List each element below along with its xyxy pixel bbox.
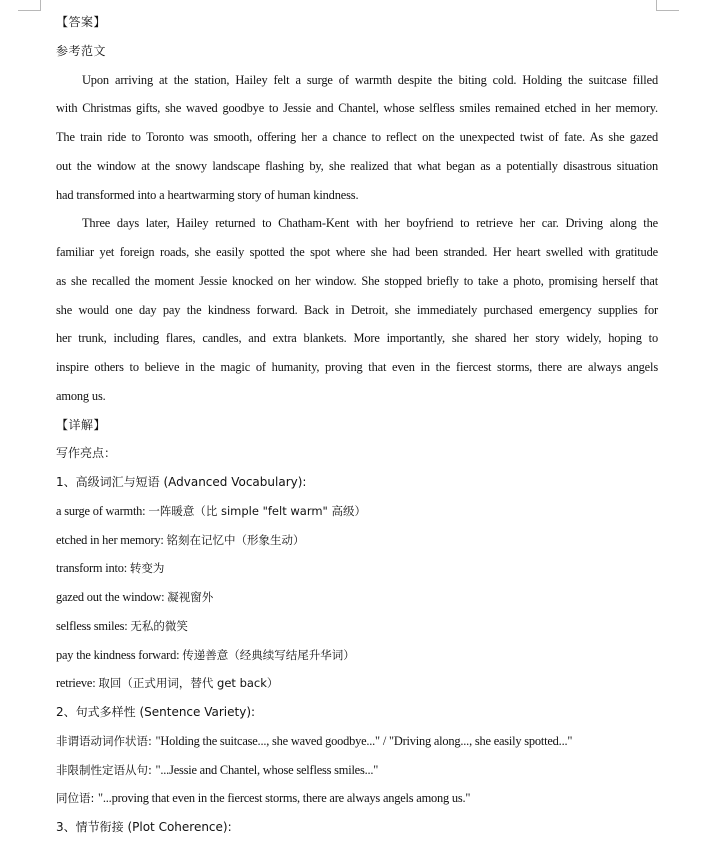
page-corner-mark-right (656, 0, 679, 11)
document-content (56, 8, 658, 842)
paragraph-2-line-4: she would one day pay the kindness forward. Back in Detroit, she immediately purchased emergency supplies for (56, 302, 658, 317)
vocab-term: selfless smiles: (56, 618, 131, 633)
section-2-heading: 2、句式多样性 (Sentence Variety): (56, 705, 256, 719)
vocab-item (56, 497, 658, 526)
vocab-note: 转变为 (129, 561, 165, 576)
vocab-term: retrieve: (56, 676, 99, 691)
vocab-item (56, 641, 658, 670)
paragraph-2-line-3: as she recalled the moment Jessie knocked on her window. She stopped briefly to take a photo, promising herself that (56, 273, 658, 288)
syntax-label: 同位语: (56, 791, 99, 806)
paragraph-1-line-5: had transformed into a heartwarming story of human kindness. (56, 187, 359, 202)
vocab-note: 一阵暖意（比 simple "felt warm" 高级） (148, 503, 366, 518)
sample-essay-heading: 参考范文 (56, 43, 107, 58)
paragraph-2-line-6: inspire others to believe in the magic of humanity, proving that even in the fiercest storms, there are always angels (56, 360, 658, 374)
vocab-note: 凝视窗外 (167, 590, 214, 604)
vocab-term: pay the kindness forward: (56, 647, 183, 662)
paragraph-1-line-4: out the window at the snowy landscape flashing by, she realized that what began as a potentially disastrous situation (56, 158, 658, 173)
vocab-item (56, 554, 658, 583)
paragraph-2-line-1: Three days later, Hailey returned to Chatham-Kent with her boyfriend to retrieve her car. Driving along the (82, 216, 658, 231)
syntax-label: 非谓语动词作状语: (56, 733, 156, 748)
vocab-term: transform into: (56, 561, 130, 576)
vocab-item (56, 583, 658, 612)
essay-paragraph-1 (56, 66, 658, 210)
section-1-heading: 1、高级词汇与短语 (Advanced Vocabulary): (56, 475, 307, 489)
paragraph-2-line-7: among us. (56, 388, 106, 403)
vocab-item (56, 526, 658, 555)
syntax-label: 非限制性定语从句: (56, 762, 156, 777)
essay-paragraph-2 (56, 209, 658, 410)
syntax-item (56, 727, 658, 756)
vocab-note: 传递善意（经典续写结尾升华词） (182, 647, 355, 662)
explanation-heading: 【详解】 (56, 417, 107, 432)
paragraph-2-line-2: familiar yet foreign roads, she easily spotted the spot where she had been stranded. Her heart swelled with gratitude (56, 245, 658, 259)
answer-heading: 【答案】 (56, 15, 107, 29)
vocab-note: 无私的微笑 (130, 618, 188, 633)
paragraph-1-line-1: Upon arriving at the station, Hailey felt a surge of warmth despite the biting cold. Holding the suitcase filled (82, 72, 658, 87)
syntax-example: "...Jessie and Chantel, whose selfless smiles..." (155, 762, 379, 777)
section-3-heading: 3、情节衔接 (Plot Coherence): (56, 820, 232, 834)
vocab-term: a surge of warmth: (56, 503, 149, 518)
syntax-example: "...proving that even in the fiercest storms, there are always angels among us." (98, 791, 471, 806)
paragraph-1-line-2: with Christmas gifts, she waved goodbye to Jessie and Chantel, whose selfless smiles remained etched in her memory. (56, 101, 658, 116)
vocab-note: 铭刻在记忆中（形象生动） (166, 532, 305, 547)
syntax-example: "Holding the suitcase..., she waved goodbye..." / "Driving along..., she easily spotted..." (155, 733, 573, 748)
vocab-item (56, 669, 658, 698)
vocab-item (56, 612, 658, 641)
vocab-note: 取回（正式用词，替代 get back） (98, 676, 279, 691)
page-corner-mark-left (18, 0, 41, 11)
vocab-term: etched in her memory: (56, 532, 167, 547)
paragraph-1-line-3: The train ride to Toronto was smooth, offering her a chance to reflect on the unexpected twist of fate. As she gazed (56, 130, 658, 144)
syntax-item (56, 784, 658, 813)
vocab-term: gazed out the window: (56, 590, 168, 604)
paragraph-2-line-5: her trunk, including flares, candles, and extra blankets. More importantly, she shared her story widely, hoping to (56, 331, 658, 346)
syntax-item (56, 756, 658, 785)
highlights-heading: 写作亮点： (56, 446, 117, 461)
